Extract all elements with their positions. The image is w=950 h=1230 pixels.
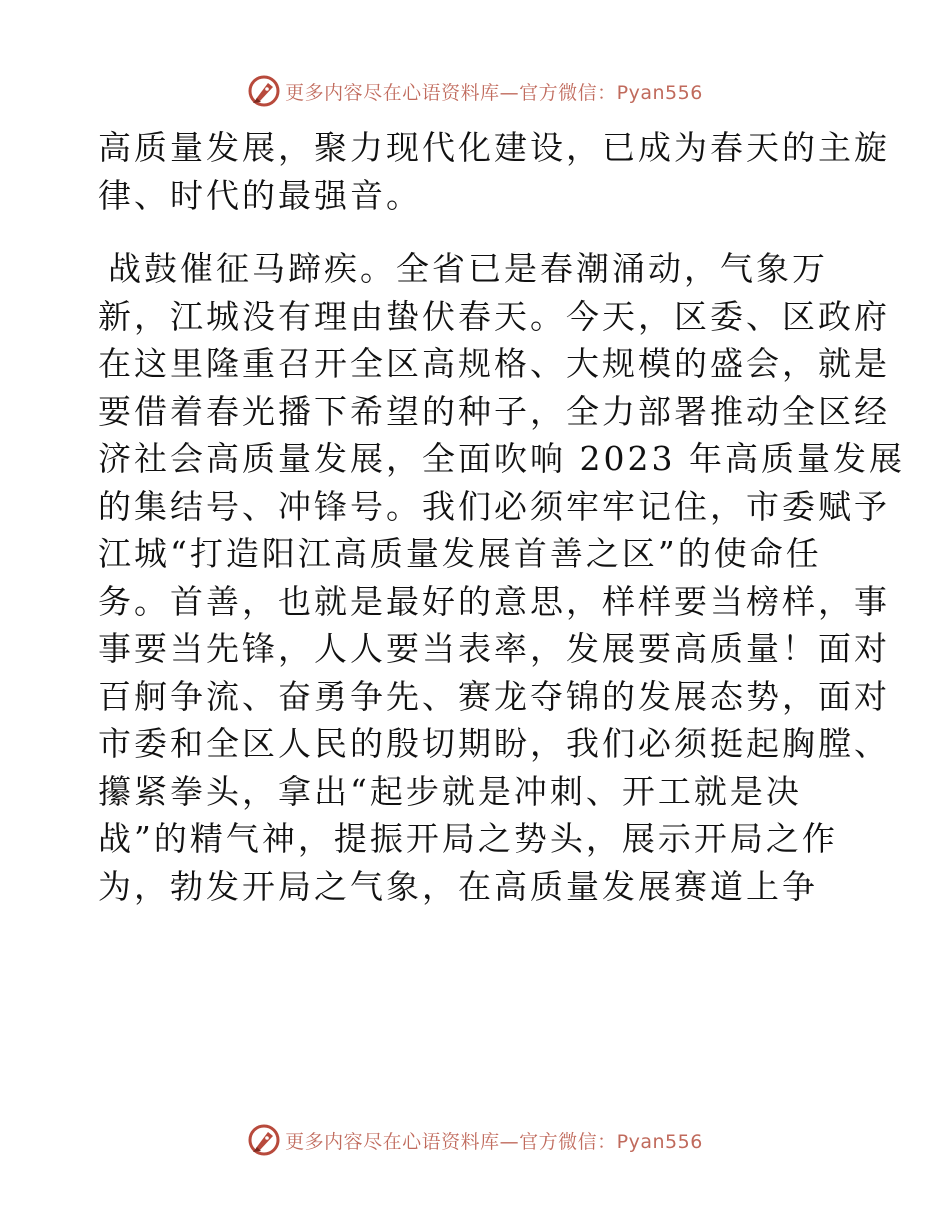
text-line: 济社会高质量发展，全面吹响 2023 年高质量发展 — [98, 439, 905, 478]
text-line: 律、时代的最强音。 — [98, 175, 422, 215]
footer-watermark — [0, 1118, 950, 1162]
text-line: 战”的精气神，提振开局之势头，展示开局之作 — [98, 819, 838, 858]
text-line: 要借着春光播下希望的种子，全力部署推动全区经 — [98, 391, 890, 431]
header-watermark — [0, 69, 950, 113]
text-line: 新，江城没有理由蛰伏春天。今天，区委、区政府 — [98, 296, 890, 336]
document-body — [98, 124, 905, 910]
watermark-text: 更多内容尽在心语资料库—官方微信：Pyan556 — [285, 81, 703, 104]
paragraph-gap — [98, 219, 858, 245]
pen-nib-circle-icon — [247, 1123, 281, 1157]
text-line: 的集结号、冲锋号。我们必须牢牢记住，市委赋予 — [98, 486, 890, 526]
text-line: 百舸争流、奋勇争先、赛龙夺锦的发展态势，面对 — [98, 676, 890, 716]
text-line: 务。首善，也就是最好的意思，样样要当榜样，事 — [98, 581, 890, 621]
text-line: 在这里隆重召开全区高规格、大规模的盛会，就是 — [98, 344, 890, 383]
text-line: 江城“打造阳江高质量发展首善之区”的使命任 — [98, 534, 822, 573]
paragraph-2 — [98, 245, 905, 910]
text-line: 战鼓催征马蹄疾。全省已是春潮涌动，气象万 — [108, 249, 828, 288]
text-line: 为，勃发开局之气象，在高质量发展赛道上争 — [98, 866, 818, 906]
pen-nib-circle-icon — [247, 74, 281, 108]
text-line: 高质量发展，聚力现代化建设，已成为春天的主旋 — [98, 128, 890, 167]
text-line: 事要当先锋，人人要当表率，发展要高质量！面对 — [98, 629, 890, 668]
text-line: 市委和全区人民的殷切期盼，我们必须挺起胸膛、 — [98, 724, 890, 763]
text-line: 攥紧拳头，拿出“起步就是冲刺、开工就是决 — [98, 771, 802, 811]
watermark-text: 更多内容尽在心语资料库—官方微信：Pyan556 — [285, 1130, 703, 1153]
paragraph-1 — [98, 124, 890, 219]
